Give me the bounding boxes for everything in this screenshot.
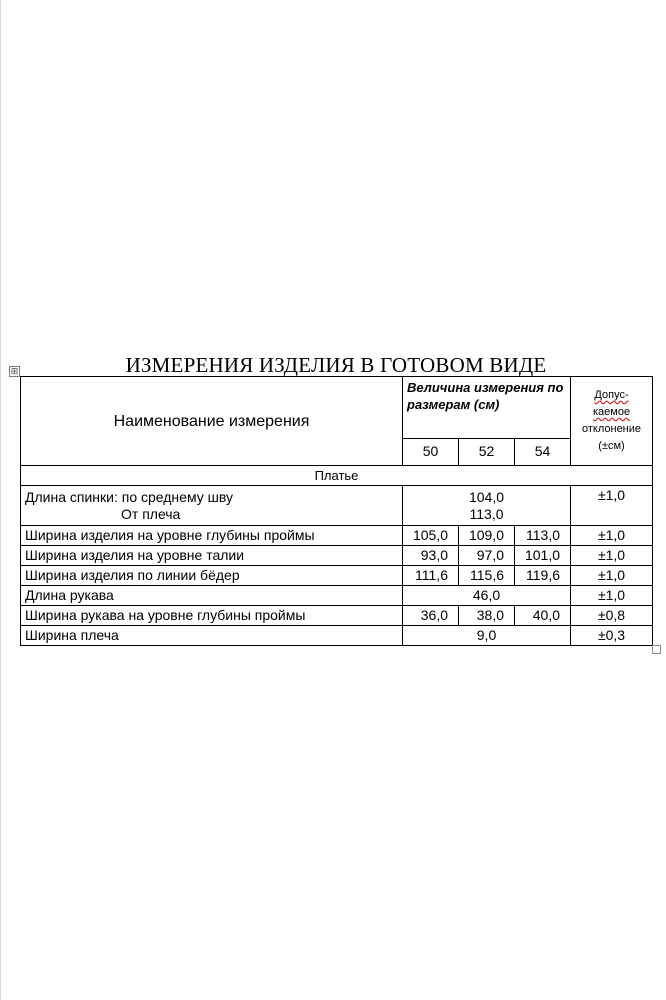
- header-tolerance-line2: каемое: [592, 406, 631, 418]
- document-title: ИЗМЕРЕНИЯ ИЗДЕЛИЯ В ГОТОВОМ ВИДЕ: [125, 353, 547, 377]
- row-value-50: 36,0: [403, 606, 459, 626]
- size-54: 54: [515, 438, 571, 465]
- row-name: Ширина изделия на уровне глубины проймы: [21, 526, 403, 546]
- table-row: [21, 606, 653, 626]
- row-tolerance: ±0,3: [571, 626, 653, 646]
- header-tolerance-line3: отклонение: [581, 423, 642, 435]
- header-tolerance-line4: (±см): [598, 440, 625, 452]
- row-value-52: 38,0: [459, 606, 515, 626]
- header-measurement-value: Величина измерения по размерам (см): [403, 377, 571, 439]
- row-name: Длина рукава: [21, 586, 403, 606]
- table-resize-handle[interactable]: [652, 645, 661, 654]
- table-row: [21, 526, 653, 546]
- row-name: [21, 486, 403, 526]
- header-measurement-name: Наименование измерения: [21, 377, 403, 466]
- row-name: Ширина рукава на уровне глубины проймы: [21, 606, 403, 626]
- row-value-50: 111,6: [403, 566, 459, 586]
- table-row: [21, 586, 653, 606]
- row-value-50: 93,0: [403, 546, 459, 566]
- row-tolerance: ±1,0: [571, 486, 653, 526]
- row-name-main: Длина спинки: по среднему шву: [25, 489, 233, 505]
- row-value-54: 113,0: [515, 526, 571, 546]
- row-value-1: 104,0: [468, 488, 505, 505]
- row-value: 46,0: [403, 586, 571, 606]
- row-value-50: 105,0: [403, 526, 459, 546]
- row-tolerance: ±1,0: [571, 546, 653, 566]
- table-row: [21, 546, 653, 566]
- table-row: [21, 626, 653, 646]
- row-value-52: 115,6: [459, 566, 515, 586]
- row-name: Ширина плеча: [21, 626, 403, 646]
- row-name: Ширина изделия на уровне талии: [21, 546, 403, 566]
- row-value-54: 40,0: [515, 606, 571, 626]
- section-row: [21, 466, 653, 486]
- row-value-54: 119,6: [515, 566, 571, 586]
- row-tolerance: ±1,0: [571, 526, 653, 546]
- measurements-table: [20, 376, 653, 646]
- page-edge: [0, 0, 1, 1000]
- section-label: Платье: [21, 466, 653, 486]
- row-tolerance: ±1,0: [571, 566, 653, 586]
- row-value-2: 113,0: [469, 505, 504, 522]
- row-value-52: 109,0: [459, 526, 515, 546]
- row-value-52: 97,0: [459, 546, 515, 566]
- header-row: [21, 377, 653, 439]
- header-tolerance-line1: Допус-: [594, 389, 629, 401]
- table-move-handle-icon[interactable]: ⊞: [10, 366, 19, 376]
- row-name-sub: От плеча: [121, 506, 181, 522]
- row-tolerance: ±1,0: [571, 586, 653, 606]
- row-value-54: 101,0: [515, 546, 571, 566]
- row-value: 9,0: [403, 626, 571, 646]
- row-tolerance: ±0,8: [571, 606, 653, 626]
- header-tolerance: [571, 377, 653, 466]
- row-value: [403, 486, 571, 526]
- size-50: 50: [403, 438, 459, 465]
- size-52: 52: [459, 438, 515, 465]
- table-row: [21, 486, 653, 526]
- table-row: [21, 566, 653, 586]
- row-name: Ширина изделия по линии бёдер: [21, 566, 403, 586]
